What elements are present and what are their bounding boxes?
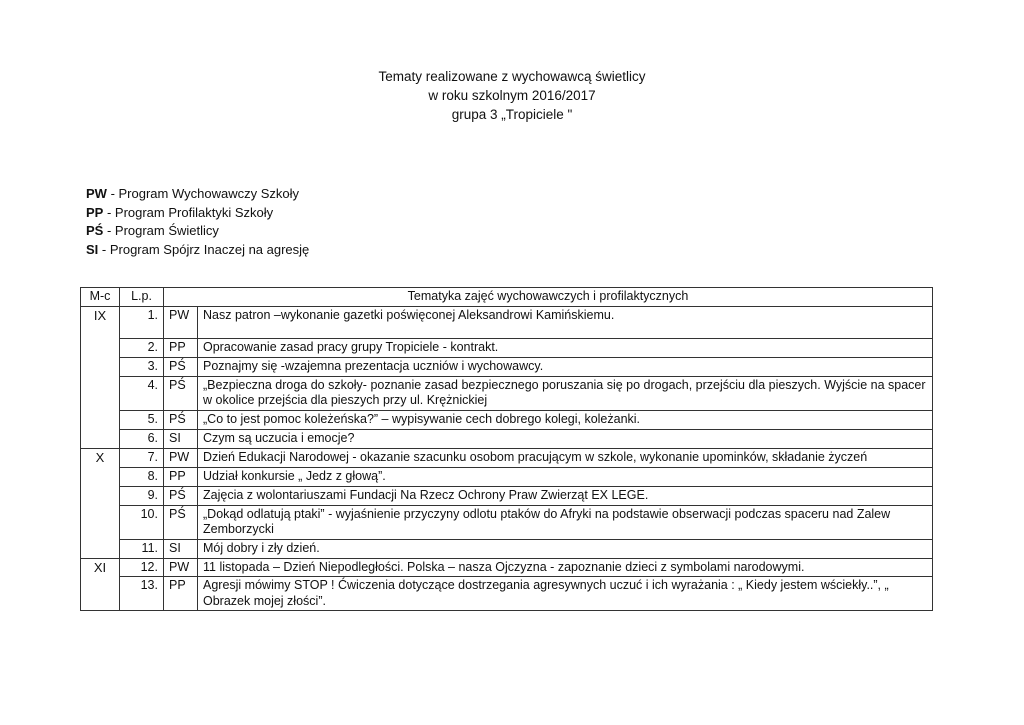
table-row (81, 306, 933, 338)
program-code: PŚ (164, 505, 198, 539)
month-cell-xi: XI (81, 558, 120, 611)
program-code: PW (164, 306, 198, 338)
row-number: 11. (120, 539, 164, 558)
topic-text: Mój dobry i zły dzień. (198, 539, 933, 558)
topic-text: Opracowanie zasad pracy grupy Tropiciele - kontrakt. (198, 338, 933, 357)
table-row (81, 448, 933, 467)
month-cell-ix: IX (81, 306, 120, 448)
program-legend (86, 185, 309, 259)
row-number: 9. (120, 486, 164, 505)
document-title (0, 67, 1024, 124)
table-row (81, 338, 933, 357)
table-row (81, 376, 933, 410)
legend-item-ps (86, 222, 309, 241)
legend-text: - Program Profilaktyki Szkoły (103, 204, 274, 220)
row-number: 12. (120, 558, 164, 577)
header-month: M-c (81, 288, 120, 307)
topic-text: Zajęcia z wolontariuszami Fundacji Na Rzecz Ochrony Praw Zwierząt EX LEGE. (198, 486, 933, 505)
title-line-3: grupa 3 „Tropiciele " (451, 107, 573, 122)
table-row (81, 505, 933, 539)
table-row (81, 577, 933, 611)
topic-text: Czym są uczucia i emocje? (198, 429, 933, 448)
program-code: PŚ (164, 410, 198, 429)
legend-text: - Program Wychowawczy Szkoły (106, 186, 299, 201)
row-number: 2. (120, 338, 164, 357)
row-number: 3. (120, 357, 164, 376)
row-number: 13. (120, 577, 164, 611)
table-row (81, 429, 933, 448)
title-line-1: Tematy realizowane z wychowawcą świetlicy (378, 69, 646, 84)
program-code: PŚ (164, 357, 198, 376)
table-row (81, 467, 933, 486)
program-code: PW (164, 558, 198, 577)
legend-abbr: PW (86, 186, 107, 201)
topic-text: Dzień Edukacji Narodowej - okazanie szacunku osobom pracującym w szkole, wykonanie upominków, składanie życzeń (198, 448, 933, 467)
program-code: SI (164, 539, 198, 558)
topic-text: Agresji mówimy STOP ! Ćwiczenia dotyczące dostrzegania agresywnych uczuć i ich wyrażania : „ Kiedy jestem wściekły..”, „ Obrazek mojej złości”. (198, 577, 933, 611)
topic-text: 11 listopada – Dzień Niepodległości. Polska – nasza Ojczyzna - zapoznanie dzieci z symbolami narodowymi. (198, 558, 933, 577)
header-lp: L.p. (120, 288, 164, 307)
month-cell-x: X (81, 448, 120, 558)
row-number: 5. (120, 410, 164, 429)
topic-text: „Co to jest pomoc koleżeńska?” – wypisywanie cech dobrego kolegi, koleżanki. (198, 410, 933, 429)
program-code: PP (164, 338, 198, 357)
table-row (81, 357, 933, 376)
row-number: 7. (120, 448, 164, 467)
table-header-row (81, 288, 933, 307)
table-row (81, 539, 933, 558)
topics-table (80, 287, 933, 611)
program-code: PŚ (164, 376, 198, 410)
legend-text: - Program Świetlicy (103, 223, 219, 238)
table-row (81, 486, 933, 505)
legend-abbr: PŚ (86, 223, 104, 238)
program-code: PP (164, 577, 198, 611)
row-number: 4. (120, 376, 164, 410)
program-code: PP (164, 467, 198, 486)
row-number: 10. (120, 505, 164, 539)
legend-text: - Program Spójrz Inaczej na agresję (98, 241, 310, 257)
legend-abbr: PP (86, 204, 104, 220)
header-topic: Tematyka zajęć wychowawczych i profilaktycznych (164, 288, 933, 307)
program-code: PW (164, 448, 198, 467)
legend-item-pw (86, 185, 309, 204)
topic-text: „Bezpieczna droga do szkoły- poznanie zasad bezpiecznego poruszania się po drogach, przejściu dla pieszych. Wyjście na spacer w okolice przejścia dla pieszych przy ul. Krężnickiej (198, 376, 933, 410)
topic-text: Udział konkursie „ Jedz z głową”. (198, 467, 933, 486)
table-row (81, 558, 933, 577)
legend-item-pp (86, 204, 309, 223)
row-number: 6. (120, 429, 164, 448)
legend-item-si (86, 241, 309, 260)
row-number: 1. (120, 306, 164, 338)
topic-text: „Dokąd odlatują ptaki” - wyjaśnienie przyczyny odlotu ptaków do Afryki na podstawie obserwacji podczas spaceru nad Zalew Zemborzycki (198, 505, 933, 539)
row-number: 8. (120, 467, 164, 486)
title-line-2: w roku szkolnym 2016/2017 (428, 88, 596, 103)
topic-text: Nasz patron –wykonanie gazetki poświęconej Aleksandrowi Kamińskiemu. (198, 306, 933, 338)
table-row (81, 410, 933, 429)
program-code: SI (164, 429, 198, 448)
program-code: PŚ (164, 486, 198, 505)
legend-abbr: SI (86, 241, 99, 257)
topic-text: Poznajmy się -wzajemna prezentacja uczniów i wychowawcy. (198, 357, 933, 376)
